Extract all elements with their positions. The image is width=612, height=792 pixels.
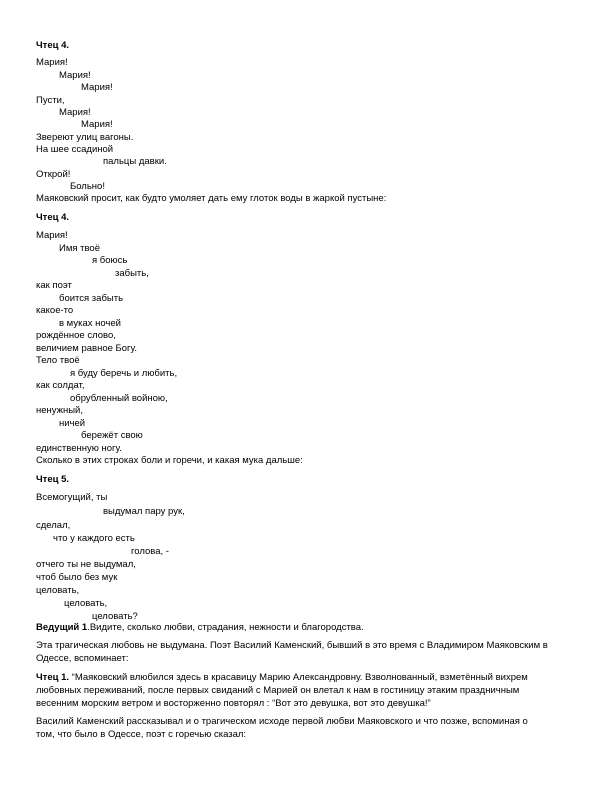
poem-line: ничей <box>59 418 86 429</box>
host-label: Ведущий 1 <box>36 622 88 633</box>
poem-line: боится забыть <box>59 293 124 304</box>
reader-label: Чтец 1. <box>36 672 70 683</box>
poem-line: Имя твоё <box>59 243 101 254</box>
poem-line: выдумал пару рук, <box>103 506 185 517</box>
poem-line: Мария! <box>59 70 91 81</box>
poem-line: бережёт свою <box>81 430 143 441</box>
poem-line: обрубленный войною, <box>70 393 168 404</box>
poem-line: как солдат, <box>36 380 85 391</box>
poem-line: отчего ты не выдумал, <box>36 559 136 570</box>
poem-line: забыть, <box>115 268 149 279</box>
paragraph-line: Одессе, вспоминает: <box>36 653 129 664</box>
poem-line: я буду беречь и любить, <box>70 368 178 379</box>
paragraph-line: Василий Каменский рассказывал и о трагическом исходе первой любви Маяковского и что позже, вспоминая о <box>36 716 528 727</box>
poem-line: величием равное Богу. <box>36 343 137 354</box>
paragraph-line: Эта трагическая любовь не выдумана. Поэт Василий Каменский, бывший в это время с Владимиром Маяковским в <box>36 640 548 651</box>
paragraph-line: весенним морским ветром и восторженно повторял : “Вот это девушка, вот это девушка!” <box>36 698 431 709</box>
poem-line: Пусти, <box>36 95 65 106</box>
poem-line: рождённое слово, <box>36 330 116 341</box>
poem-line: чтоб было без мук <box>36 572 118 583</box>
poem-line: Звереют улиц вагоны. <box>36 132 134 143</box>
poem-line: Открой! <box>36 169 71 180</box>
poem-line: какое-то <box>36 305 74 316</box>
reader-heading: Чтец 4. <box>36 40 70 51</box>
poem-line: Тело твоё <box>36 355 80 366</box>
reader-heading: Чтец 5. <box>36 474 70 485</box>
poem-line: Всемогущий, ты <box>36 492 108 503</box>
reader-paragraph <box>36 672 528 684</box>
reader-text: “Маяковский влюбился здесь в красавицу Марию Александровну. Взволнованный, взметённый вихрем <box>69 672 528 683</box>
poem-line: Мария! <box>81 82 113 93</box>
poem-line: в муках ночей <box>59 318 121 329</box>
host-text: .Видите, сколько любви, страдания, нежности и благородства. <box>87 622 364 633</box>
commentary: Сколько в этих строках боли и горечи, и какая мука дальше: <box>36 455 303 466</box>
poem-line: Мария! <box>59 107 91 118</box>
poem-line: единственную ногу. <box>36 443 122 454</box>
poem-line: Мария! <box>36 230 68 241</box>
reader-heading: Чтец 4. <box>36 212 70 223</box>
poem-line: что у каждого есть <box>53 533 135 544</box>
poem-line: голова, - <box>131 546 169 557</box>
poem-line: На шее ссадиной <box>36 144 114 155</box>
paragraph-line: любовных переживаний, после первых свиданий с Марией он влетал к нам в гостиницу этаким праздничным <box>36 685 520 696</box>
poem-line: целовать? <box>92 611 138 622</box>
poem-line: я боюсь <box>92 255 128 266</box>
poem-line: Больно! <box>70 181 105 192</box>
poem-line: сделал, <box>36 520 71 531</box>
poem-line: Мария! <box>81 119 113 130</box>
poem-line: целовать, <box>64 598 108 609</box>
poem-line: пальцы давки. <box>103 156 167 167</box>
host-paragraph <box>36 622 364 634</box>
commentary: Маяковский просит, как будто умоляет дать ему глоток воды в жаркой пустыне: <box>36 193 387 204</box>
poem-line: целовать, <box>36 585 80 596</box>
paragraph-line: том, что было в Одессе, поэт с горечью сказал: <box>36 729 247 740</box>
poem-line: ненужный, <box>36 405 84 416</box>
poem-line: как поэт <box>36 280 72 291</box>
poem-line: Мария! <box>36 57 68 68</box>
